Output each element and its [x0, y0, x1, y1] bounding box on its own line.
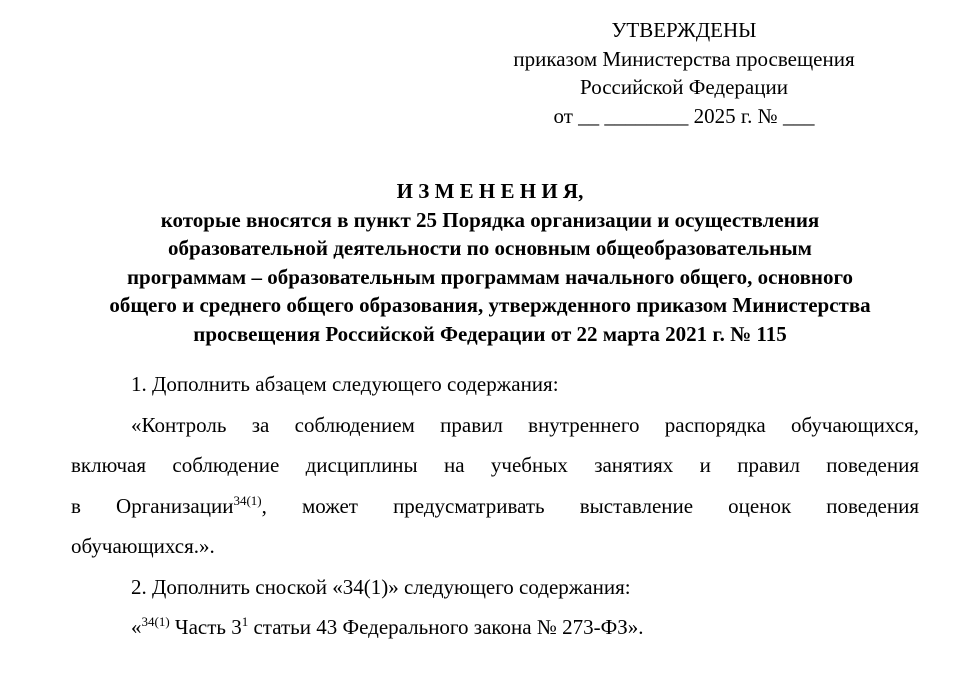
quote-line: включая соблюдение дисциплины на учебных занятиях и правил поведения [71, 453, 919, 477]
footnote-reference: 34(1) [233, 492, 262, 508]
approval-order: приказом Министерства просвещения [513, 46, 855, 71]
title-line: общего и среднего общего образования, утвержденного приказом Министерства [109, 293, 871, 317]
quote-line: обучающихся.». [71, 534, 215, 558]
footnote-text [71, 607, 919, 648]
quote-line-with-footnote [71, 486, 919, 527]
item-1: 1. Дополнить абзацем следующего содержания: [131, 372, 559, 396]
title-line: просвещения Российской Федерации от 22 марта 2021 г. № 115 [193, 321, 787, 346]
quote-text: в Организации [71, 493, 234, 518]
footnote-rest: статьи 43 Федерального закона № 273-ФЗ». [248, 615, 644, 639]
footnote-part-superscript: 1 [241, 614, 249, 629]
title-line: программам – образовательным программам начального общего, основного [126, 264, 854, 289]
footnote-marker: 34(1) [141, 614, 170, 629]
quoted-paragraph [71, 405, 919, 567]
title-heading: И З М Е Н Е Н И Я, [396, 179, 584, 203]
approval-block [440, 16, 928, 130]
approval-title: УТВЕРЖДЕНЫ [611, 18, 757, 42]
title-line: которые вносятся в пункт 25 Порядка организации и осуществления [160, 207, 820, 232]
document-body [71, 364, 919, 648]
item-2: 2. Дополнить сноской «34(1)» следующего содержания: [131, 574, 631, 599]
approval-country: Российской Федерации [580, 75, 788, 99]
title-line: образовательной деятельности по основным общеобразовательным [168, 236, 812, 260]
document-title [40, 177, 940, 348]
quote-line: «Контроль за соблюдением правил внутреннего распорядка обучающихся, [131, 412, 919, 437]
footnote-part: Часть 3 [169, 615, 242, 639]
approval-date: от __ ________ 2025 г. № ___ [553, 103, 815, 128]
footnote-open-quote: « [131, 615, 142, 639]
quote-text: , может предусматривать выставление оценок поведения [261, 493, 919, 518]
